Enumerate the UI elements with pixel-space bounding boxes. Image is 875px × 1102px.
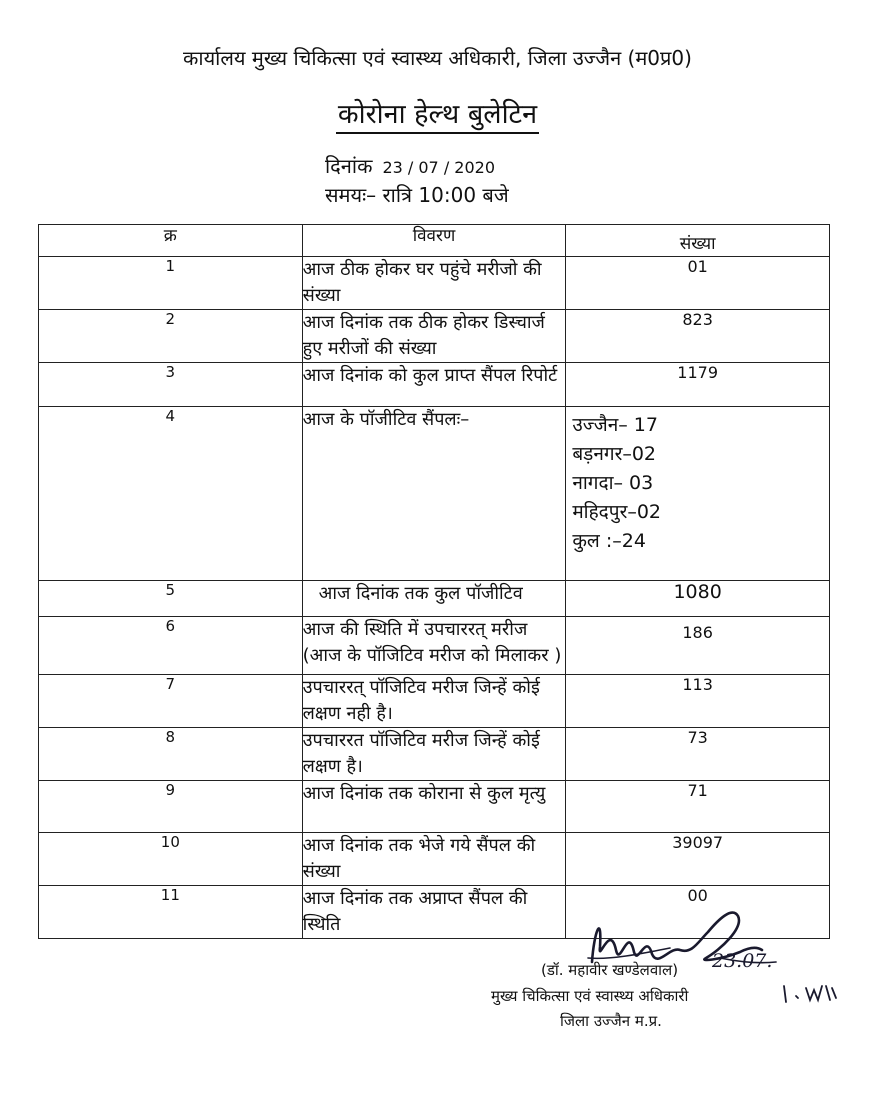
- header-desc: विवरण: [302, 225, 566, 257]
- table-row: [39, 407, 830, 581]
- row-sr: 4: [39, 407, 303, 581]
- row-sr: 2: [39, 310, 303, 363]
- bulletin-title-text: कोरोना हेल्थ बुलेटिन: [336, 99, 539, 134]
- row-sr: 3: [39, 363, 303, 407]
- row-value: 00: [566, 886, 830, 939]
- row-value: 186: [566, 617, 830, 675]
- handwritten-date: 23.07.: [712, 950, 773, 972]
- header-count: संख्या: [566, 225, 830, 257]
- table-row: [39, 617, 830, 675]
- row-desc-line1: आज की स्थिति में उपचाररत् मरीज: [302, 619, 528, 640]
- row-value: 73: [566, 728, 830, 781]
- row-value: 1080: [566, 581, 830, 617]
- positive-item-ujjain: उज्जैन– 17: [572, 414, 658, 436]
- row-desc: आज दिनांक तक भेजे गये सैंपल की संख्या: [302, 833, 566, 886]
- table-header-row: [39, 225, 830, 257]
- positive-item-mahidpur: महिदपुर–02: [572, 501, 662, 523]
- table-row: [39, 257, 830, 310]
- table-row: [39, 363, 830, 407]
- signatory-name: (डॉ. महावीर खण्डेलवाल): [541, 961, 679, 979]
- row-sr: 8: [39, 728, 303, 781]
- row-desc: [302, 617, 566, 675]
- signatory-designation: मुख्य चिकित्सा एवं स्वास्थ्य अधिकारी: [491, 987, 689, 1005]
- row-desc: उपचाररत् पॉजिटिव मरीज जिन्हें कोई लक्षण नही है।: [302, 675, 566, 728]
- row-desc: आज दिनांक तक अप्राप्त सैंपल की स्थिति: [302, 886, 566, 939]
- row-value: 113: [566, 675, 830, 728]
- office-heading: कार्यालय मुख्य चिकित्सा एवं स्वास्थ्य अधिकारी, जिला उज्जैन (म0प्र0): [183, 46, 692, 70]
- row-value: 823: [566, 310, 830, 363]
- time-line: समयः– रात्रि 10:00 बजे: [325, 183, 509, 207]
- bulletin-table: [38, 224, 830, 939]
- row-value: 1179: [566, 363, 830, 407]
- positive-item-total: कुल :–24: [572, 530, 646, 552]
- signature-block: [0, 900, 875, 1020]
- positive-item-badnagar: बड़नगर–02: [572, 443, 657, 465]
- row-sr: 10: [39, 833, 303, 886]
- handwritten-initials: [780, 978, 840, 1008]
- date-label: दिनांक: [325, 154, 373, 178]
- row-desc: आज दिनांक तक कोराना से कुल मृत्यु: [302, 781, 566, 833]
- row-desc-line2: (आज के पॉजिटिव मरीज को मिलाकर ): [302, 645, 562, 666]
- table-row: [39, 310, 830, 363]
- row-value: 39097: [566, 833, 830, 886]
- positive-samples-list: [566, 407, 829, 556]
- row-desc: उपचाररत पॉजिटिव मरीज जिन्हें कोई लक्षण है।: [302, 728, 566, 781]
- row-sr: 1: [39, 257, 303, 310]
- row-desc: आज ठीक होकर घर पहुंचे मरीजो की संख्या: [302, 257, 566, 310]
- row-sr: 11: [39, 886, 303, 939]
- table-row: [39, 581, 830, 617]
- row-value: 01: [566, 257, 830, 310]
- positive-item-nagda: नागदा– 03: [572, 472, 654, 494]
- date-line: [325, 152, 495, 179]
- positive-samples-cell: [566, 407, 830, 581]
- row-value: 71: [566, 781, 830, 833]
- row-desc: आज के पॉजीटिव सैंपलः–: [302, 407, 566, 581]
- table-row: [39, 675, 830, 728]
- row-sr: 5: [39, 581, 303, 617]
- row-desc: आज दिनांक तक ठीक होकर डिस्चार्ज हुए मरीजों की संख्या: [302, 310, 566, 363]
- date-value: 23 / 07 / 2020: [382, 158, 496, 177]
- row-sr: 9: [39, 781, 303, 833]
- bulletin-title: [0, 94, 875, 131]
- signatory-place: जिला उज्जैन म.प्र.: [560, 1012, 662, 1030]
- row-desc: आज दिनांक को कुल प्राप्त सैंपल रिपोर्ट: [302, 363, 566, 407]
- row-sr: 7: [39, 675, 303, 728]
- header-sr: क्र: [39, 225, 303, 257]
- table-row: [39, 728, 830, 781]
- row-sr: 6: [39, 617, 303, 675]
- row-desc: आज दिनांक तक कुल पॉजीटिव: [302, 581, 566, 617]
- table-row: [39, 781, 830, 833]
- table-row: [39, 833, 830, 886]
